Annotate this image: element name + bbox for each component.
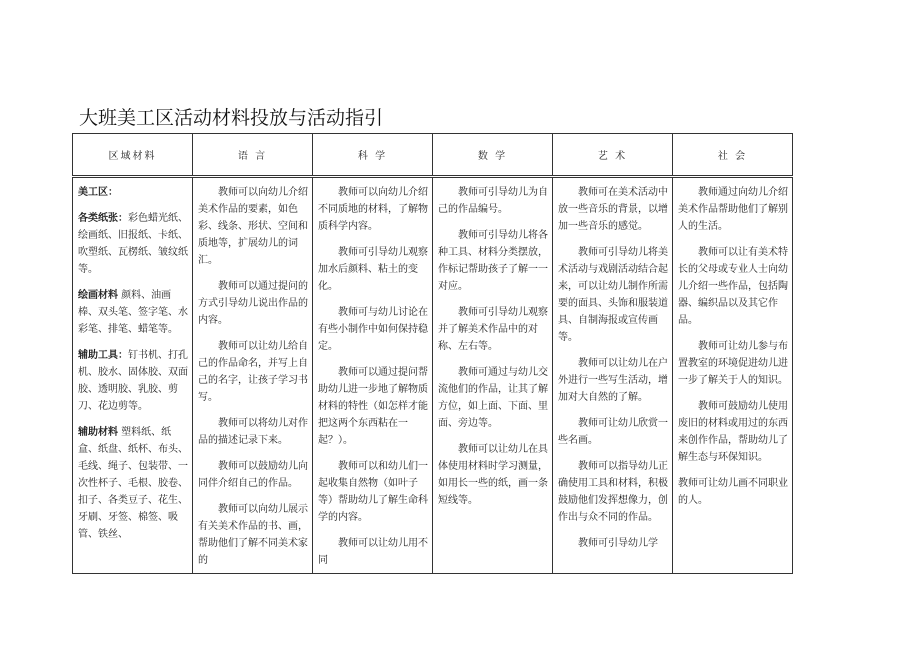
- material-text: 颜料、油画棒、双头笔、签字笔、水彩笔、排笔、蜡笔等。: [78, 290, 188, 335]
- guidance-paragraph: 教师可以通过提问的方式引导幼儿说出作品的内容。: [198, 281, 308, 326]
- material-label: 绘画材料: [78, 290, 118, 301]
- art-cell: [553, 178, 672, 558]
- material-text: 塑料纸、纸盒、纸盘、纸杯、布头、毛线、绳子、包装带、一次性杯子、毛根、胶卷、扣子、各类豆子、花生、牙刷、牙签、棉签、吸管、铁丝、: [78, 427, 188, 540]
- guidance-paragraph: 教师可在美术活动中放一些音乐的背景，以增加一些音乐的感觉。: [558, 187, 668, 232]
- guidance-paragraph: 教师可以让有美术特长的父母或专业人士向幼儿介绍一些作品，包括陶器、编织品以及其它作品。: [678, 247, 788, 326]
- header-language: 语 言: [193, 134, 313, 177]
- header-social: 社 会: [673, 134, 793, 177]
- page-title: 大班美工区活动材料投放与活动指引: [79, 107, 384, 129]
- guidance-paragraph: 教师可以和幼儿们一起收集自然物（如叶子等）帮助幼儿了解生命科学的内容。: [318, 461, 428, 523]
- area-label: 美工区：: [78, 187, 118, 198]
- guidance-paragraph: 教师可以鼓励幼儿向同伴介绍自己的作品。: [198, 461, 308, 489]
- material-text: 彩色蜡光纸、绘画纸、旧报纸、卡纸、吹塑纸、瓦楞纸、皱纹纸等。: [78, 213, 188, 275]
- header-art: 艺 术: [553, 134, 673, 177]
- material-item: [78, 347, 188, 415]
- material-label: 辅助材料: [78, 427, 118, 438]
- guidance-paragraph: 教师可引导幼儿将各种工具、材料分类摆放，作标记帮助孩子了解一一对应。: [438, 230, 548, 292]
- guidance-paragraph: 教师可让幼儿画不同职业的人。: [678, 478, 788, 506]
- guidance-paragraph: 教师可引导幼儿学: [578, 538, 658, 549]
- guidance-paragraph: 教师可引导幼儿将美术活动与戏剧活动结合起来，可以让幼儿制作所需要的面具、头饰和服装道具、自制海报或宣传画等。: [558, 247, 668, 343]
- guidance-paragraph: 教师可以让幼儿在户外进行一些写生活动，增加对大自然的了解。: [558, 358, 668, 403]
- material-item: [78, 287, 188, 338]
- guidance-paragraph: 教师可引导幼儿观察并了解美术作品中的对称、左右等。: [438, 307, 548, 352]
- guidance-paragraph: 教师可让幼儿欣赏一些名画。: [558, 418, 668, 446]
- guidance-paragraph: 教师可以通过提问帮助幼儿进一步地了解物质材料的特性（如怎样才能把这两个东西粘在一起？）。: [318, 367, 428, 446]
- guidance-paragraph: 教师可以将幼儿对作品的描述记录下来。: [198, 418, 308, 446]
- guidance-paragraph: 教师可以让幼儿在具体使用材料时学习测量，如用长一些的纸，画一条短线等。: [438, 444, 548, 506]
- materials-cell: [73, 178, 192, 558]
- guidance-paragraph: 教师可让幼儿参与布置教室的环境促进幼儿进一步了解关于人的知识。: [678, 341, 788, 386]
- math-cell: [433, 178, 552, 558]
- material-label: 各类纸张：: [78, 213, 128, 224]
- guidance-paragraph: 教师可以指导幼儿正确使用工具和材料，积极鼓励他们发挥想像力，创作出与众不同的作品。: [558, 461, 668, 523]
- guidance-paragraph: 教师可通过与幼儿交流他们的作品，让其了解方位，如上面、下面、里面、旁边等。: [438, 367, 548, 429]
- guidance-paragraph: 教师可鼓励幼儿使用废旧的材料或用过的东西来创作作品，帮助幼儿了解生态与环保知识。: [678, 401, 788, 463]
- guidance-paragraph: 教师可以向幼儿介绍不同质地的材料，了解物质科学内容。: [318, 187, 428, 232]
- language-cell: [193, 178, 312, 569]
- activity-guide-table: [72, 133, 793, 574]
- header-row: [73, 134, 793, 177]
- material-text: 钉书机、打孔机、胶水、固体胶、双面胶、透明胶、乳胶、剪刀、花边剪等。: [78, 350, 188, 412]
- header-science: 科 学: [313, 134, 433, 177]
- material-label: 辅助工具：: [78, 350, 128, 361]
- guidance-paragraph: 教师可以向幼儿介绍美术作品的要素，如色彩、线条、形状、空间和质地等，扩展幼儿的词汇。: [198, 187, 308, 266]
- guidance-paragraph: 教师可以向幼儿展示有关美术作品的书、画，帮助他们了解不同美术家的: [198, 504, 308, 566]
- social-cell: [673, 178, 792, 558]
- content-row: [73, 177, 793, 574]
- material-item: [78, 210, 188, 278]
- header-math: 数 学: [433, 134, 553, 177]
- material-item: [78, 424, 188, 543]
- guidance-paragraph: 教师可引导幼儿观察加水后颜料、粘土的变化。: [318, 247, 428, 292]
- guidance-paragraph: 教师可以让幼儿用不同: [318, 538, 428, 566]
- guidance-paragraph: 教师可引导幼儿为自己的作品编号。: [438, 187, 548, 215]
- science-cell: [313, 178, 432, 569]
- header-materials: 区域材料: [73, 134, 193, 177]
- guidance-paragraph: 教师可以让幼儿给自己的作品命名，并写上自己的名字，让孩子学习书写。: [198, 341, 308, 403]
- guidance-paragraph: 教师通过向幼儿介绍美术作品帮助他们了解别人的生活。: [678, 187, 788, 232]
- guidance-paragraph: 教师可与幼儿讨论在有些小制作中如何保持稳定。: [318, 307, 428, 352]
